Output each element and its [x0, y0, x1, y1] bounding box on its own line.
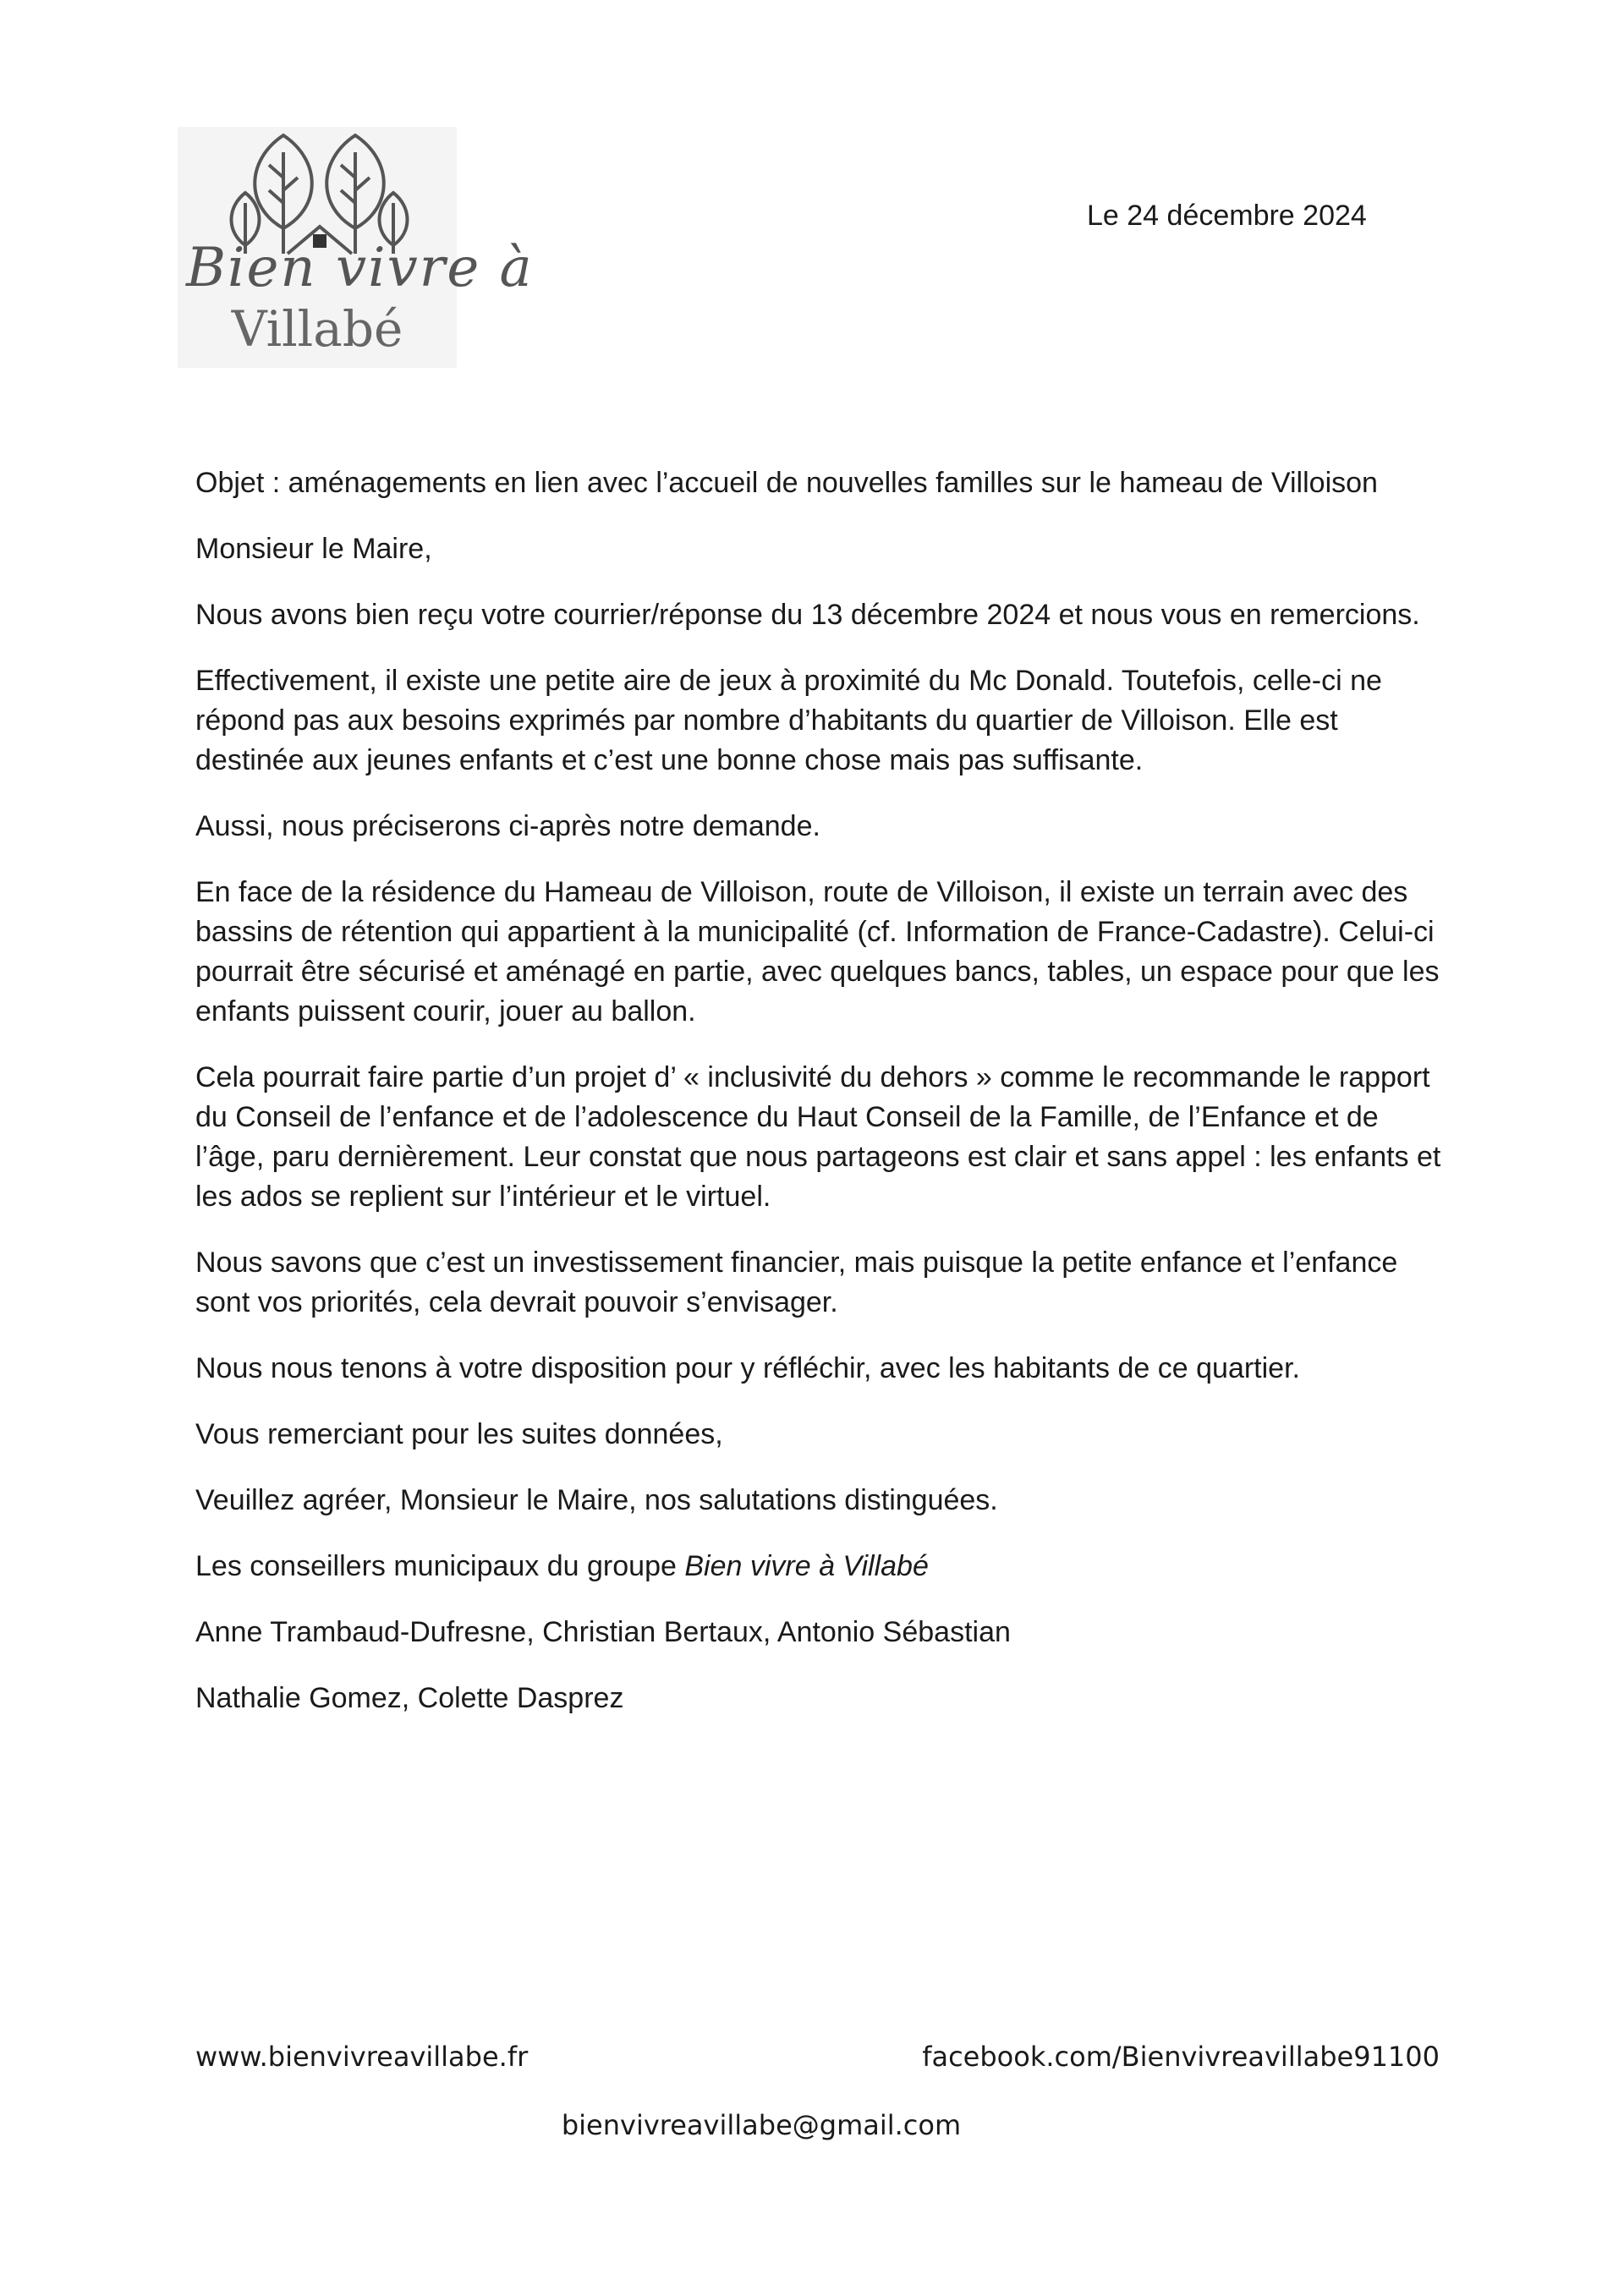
paragraph-8: Vous remerciant pour les suites données, — [195, 1418, 723, 1450]
paragraph-1: Nous avons bien reçu votre courrier/réponse du 13 décembre 2024 et nous vous en remercions. — [195, 599, 1420, 631]
subject-line: Objet : aménagements en lien avec l’accueil de nouvelles familles sur le hameau de Villoison — [195, 467, 1378, 499]
footer-website[interactable]: www.bienvivreavillabe.fr — [195, 2041, 529, 2073]
footer-facebook[interactable]: facebook.com/Bienvivreavillabe91100 — [922, 2041, 1440, 2073]
logo — [178, 127, 534, 368]
logo-text-line2: Villabé — [231, 300, 403, 358]
paragraph-4: En face de la résidence du Hameau de Villoison, route de Villoison, il existe un terrain avec des bassins de rétention qui appartient à la municipalité (cf. Information de France-Cadastre). Celui-ci pourrait être sécurisé et aménagé en partie, avec quelques bancs, tables, un espace pour que les enfants puissent courir, jouer au ballon. — [195, 876, 1440, 1027]
letter-date: Le 24 décembre 2024 — [1087, 200, 1367, 232]
paragraph-7: Nous nous tenons à votre disposition pour y réfléchir, avec les habitants de ce quartier. — [195, 1352, 1300, 1384]
group-name: Bien vivre à Villabé — [684, 1550, 929, 1582]
logo-text-line1: Bien vivre à — [186, 237, 534, 299]
paragraph-3: Aussi, nous préciserons ci-après notre demande. — [195, 810, 820, 842]
group-prefix: Les conseillers municipaux du groupe — [195, 1550, 685, 1582]
signature-group — [195, 1547, 1447, 1586]
paragraph-6: Nous savons que c’est un investissement financier, mais puisque la petite enfance et l’enfance sont vos priorités, cela devrait pouvoir s’envisager. — [195, 1247, 1398, 1318]
paragraph-5: Cela pourrait faire partie d’un projet d’ « inclusivité du dehors » comme le recommande le rapport du Conseil de l’enfance et de l’adolescence du Haut Conseil de la Famille, de l’Enfance et de l’âge, paru dernièrement. Leur constat que nous partageons est clair et sans appel : les enfants et les ados se replient sur l’intérieur et le virtuel. — [195, 1061, 1441, 1213]
closing: Veuillez agréer, Monsieur le Maire, nos salutations distinguées. — [195, 1484, 998, 1516]
signers-line-1: Anne Trambaud-Dufresne, Christian Bertaux, Antonio Sébastian — [195, 1616, 1011, 1648]
salutation: Monsieur le Maire, — [195, 533, 432, 565]
letter-body — [195, 463, 1447, 1745]
footer-email[interactable]: bienvivreavillabe@gmail.com — [561, 2109, 962, 2141]
signers-line-2: Nathalie Gomez, Colette Dasprez — [195, 1682, 624, 1714]
paragraph-2: Effectivement, il existe une petite aire de jeux à proximité du Mc Donald. Toutefois, celle-ci ne répond pas aux besoins exprimés par nombre d’habitants du quartier de Villoison. Elle est destinée aux jeunes enfants et c’est une bonne chose mais pas suffisante. — [195, 665, 1382, 776]
